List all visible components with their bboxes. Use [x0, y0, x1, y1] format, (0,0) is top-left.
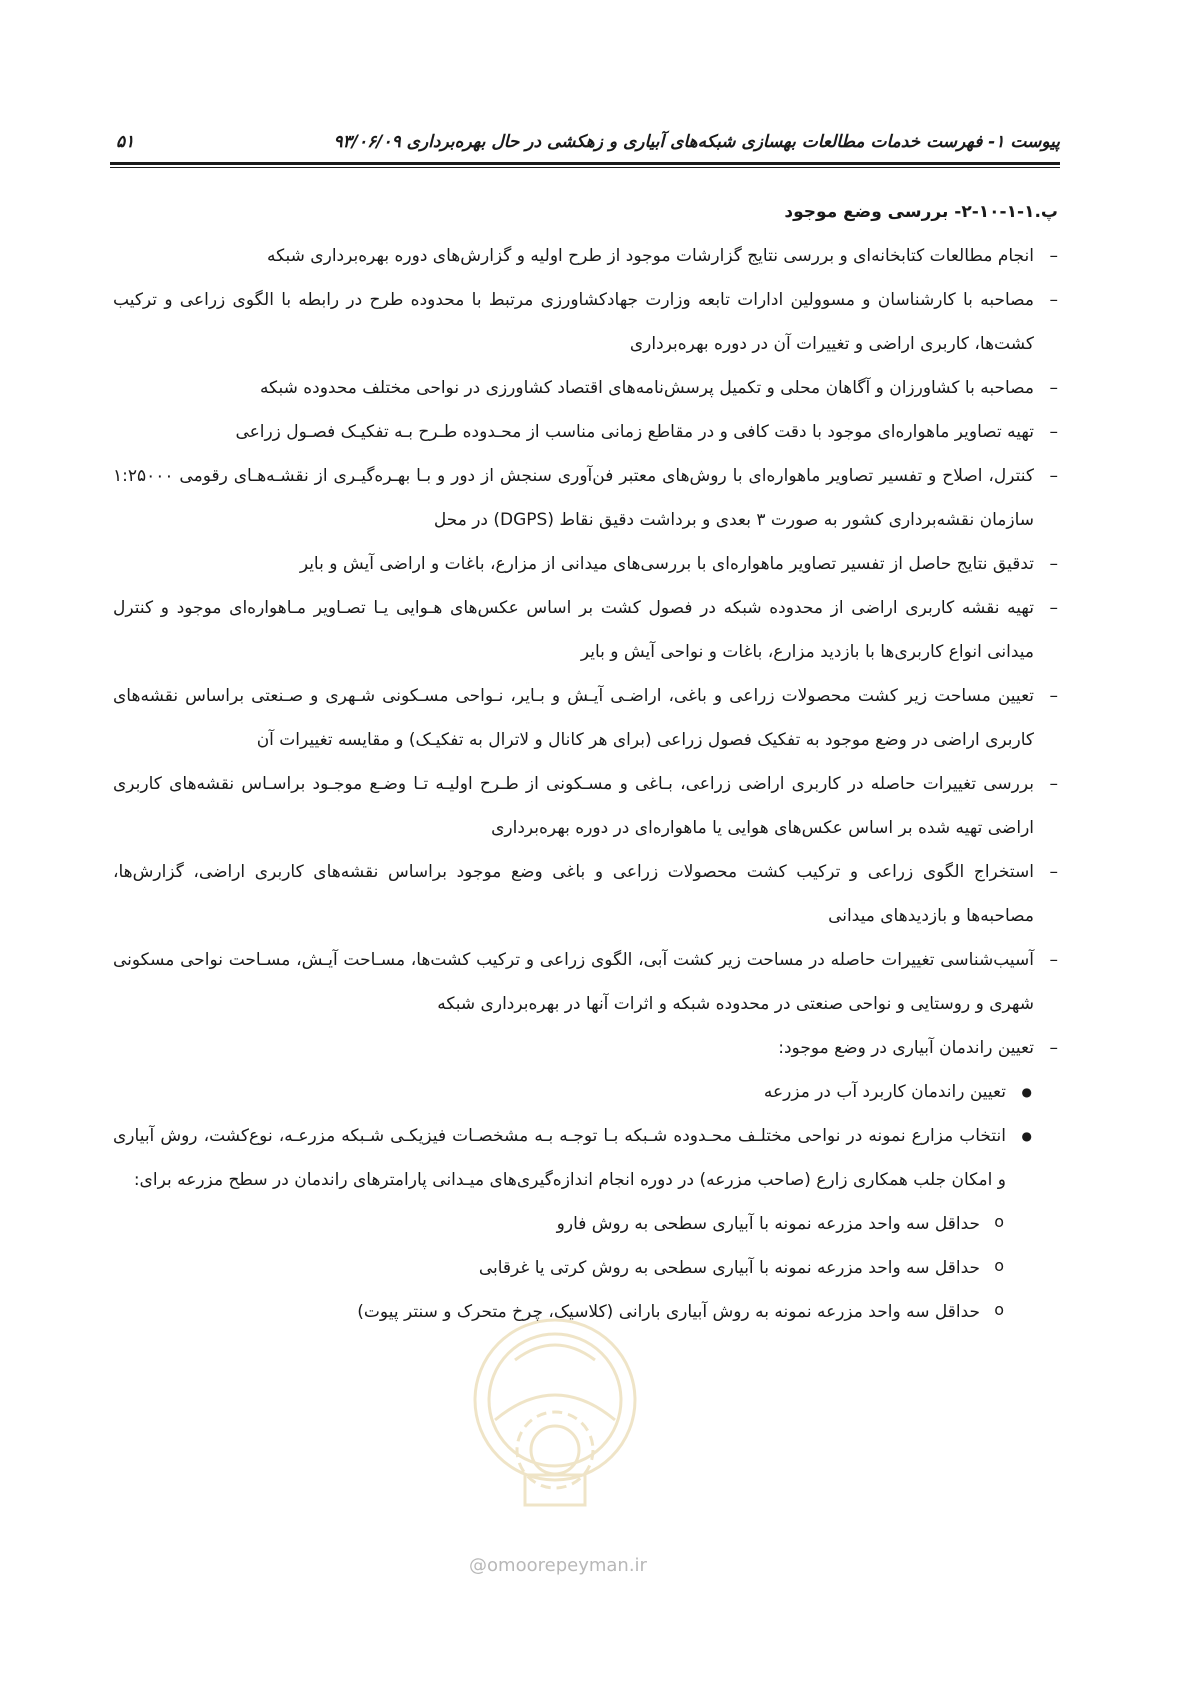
page-header: [110, 126, 1060, 170]
list-item: – تعیین مساحت زیر کشت محصولات زراعی و باغی، اراضـی آیـش و بـایر، نـواحی مسـکونی شـهری و صـنعتی براساس نقشه‌های کاربری اراضی در وضع موجود به تفکیک فصول زراعی (برای هر کانال و لاترال به تفکیـک) و مقایسه تغییرات آن: [113, 674, 1058, 762]
page-number: ۵۱: [116, 132, 135, 152]
list-item: – تهیه تصاویر ماهواره‌ای موجود با دقت کافی و در مقاطع زمانی مناسب از محـدوده طـرح بـه تفکیـک فصـول زراعی: [113, 410, 1058, 454]
sample-farm-sublist: [113, 1202, 1058, 1334]
sub-bullet-item: o حداقل سه واحد مزرعه نمونه به روش آبیاری بارانی (کلاسیک، چرخ متحرک و سنتر پیوت): [113, 1290, 1006, 1334]
list-item: – مصاحبه با کارشناسان و مسوولین ادارات تابعه وزارت جهادکشاورزی مرتبط با محدوده طرح در رابطه با الگوی زراعی و ترکیب کشت‌ها، کاربری اراضی و تغییرات آن در دوره بهره‌برداری: [113, 278, 1058, 366]
document-body: [113, 190, 1058, 1334]
sub-bullet-item: o حداقل سه واحد مزرعه نمونه با آبیاری سطحی به روش فارو: [113, 1202, 1006, 1246]
list-item: – تعیین راندمان آبیاری در وضع موجود:: [113, 1026, 1058, 1070]
header-title: پیوست ۱- فهرست خدمات مطالعات بهسازی شبکه‌های آبیاری و زهکشی در حال بهره‌برداری ۹۳/۰۶/۰۹: [333, 132, 1060, 152]
list-item: – استخراج الگوی زراعی و ترکیب کشت محصولات زراعی و باغی وضع موجود براساس نقشه‌های کاربری اراضی، گزارش‌ها، مصاحبه‌ها و بازدیدهای میدانی: [113, 850, 1058, 938]
efficiency-bullets: [113, 1070, 1058, 1202]
section-heading: پ.۱-۱-۱۰-۲- بررسی وضع موجود: [784, 202, 1058, 222]
header-rule: [110, 162, 1060, 165]
list-item: – کنترل، اصلاح و تفسیر تصاویر ماهواره‌ای با روش‌های معتبر فن‌آوری سنجش از دور و بـا بهـره‌گیـری از نقشـه‌هـای رقومی ۱:۲۵۰۰۰ سازمان نقشه‌برداری کشور به صورت ۳ بعدی و برداشت دقیق نقاط (DGPS) در محل: [113, 454, 1058, 542]
list-item: – بررسی تغییرات حاصله در کاربری اراضی زراعی، بـاغی و مسـکونی از طـرح اولیـه تـا وضـع موجـود براسـاس نقشه‌های کاربری اراضی تهیه شده بر اساس عکس‌های هوایی یا ماهواره‌ای در دوره بهره‌برداری: [113, 762, 1058, 850]
list-item: – انجام مطالعات کتابخانه‌ای و بررسی نتایج گزارشات موجود از طرح اولیه و گزارش‌های دوره بهره‌برداری شبکه: [113, 234, 1058, 278]
list-item: – تدقیق نتایج حاصل از تفسیر تصاویر ماهواره‌ای با بررسی‌های میدانی از مزارع، باغات و اراضی آیش و بایر: [113, 542, 1058, 586]
list-item: – تهیه نقشه کاربری اراضی از محدوده شبکه در فصول کشت بر اساس عکس‌های هـوایی یـا تصـاویر مـاهواره‌ای موجود و کنترل میدانی انواع کاربری‌ها با بازدید مزارع، باغات و نواحی آیش و بایر: [113, 586, 1058, 674]
bullet-item: ● تعیین راندمان کاربرد آب در مزرعه: [113, 1070, 1034, 1114]
header-rule-thin: [110, 167, 1060, 168]
study-items-list: [113, 234, 1058, 1070]
watermark-site: @omoorepeyman.ir: [469, 1555, 647, 1576]
list-item: – مصاحبه با کشاورزان و آگاهان محلی و تکمیل پرسش‌نامه‌های اقتصاد کشاورزی در نواحی مختلف محدوده شبکه: [113, 366, 1058, 410]
list-item: – آسیب‌شناسی تغییرات حاصله در مساحت زیر کشت آبی، الگوی زراعی و ترکیب کشت‌ها، مسـاحت آیـش، مسـاحت نواحی مسکونی شهری و روستایی و نواحی صنعتی در محدوده شبکه و اثرات آنها در بهره‌برداری شبکه: [113, 938, 1058, 1026]
bullet-item: ● انتخاب مزارع نمونه در نواحی مختلـف محـدوده شـبکه بـا توجـه بـه مشخصـات فیزیکـی شـبکه مزرعـه، نوع‌کشت، روش آبیاری و امکان جلب همکاری زارع (صاحب مزرعه) در دوره انجام اندازه‌گیری‌های میـدانی پارامترهای راندمان در سطح مزرعه برای:: [113, 1114, 1034, 1202]
sub-bullet-item: o حداقل سه واحد مزرعه نمونه با آبیاری سطحی به روش کرتی یا غرقابی: [113, 1246, 1006, 1290]
